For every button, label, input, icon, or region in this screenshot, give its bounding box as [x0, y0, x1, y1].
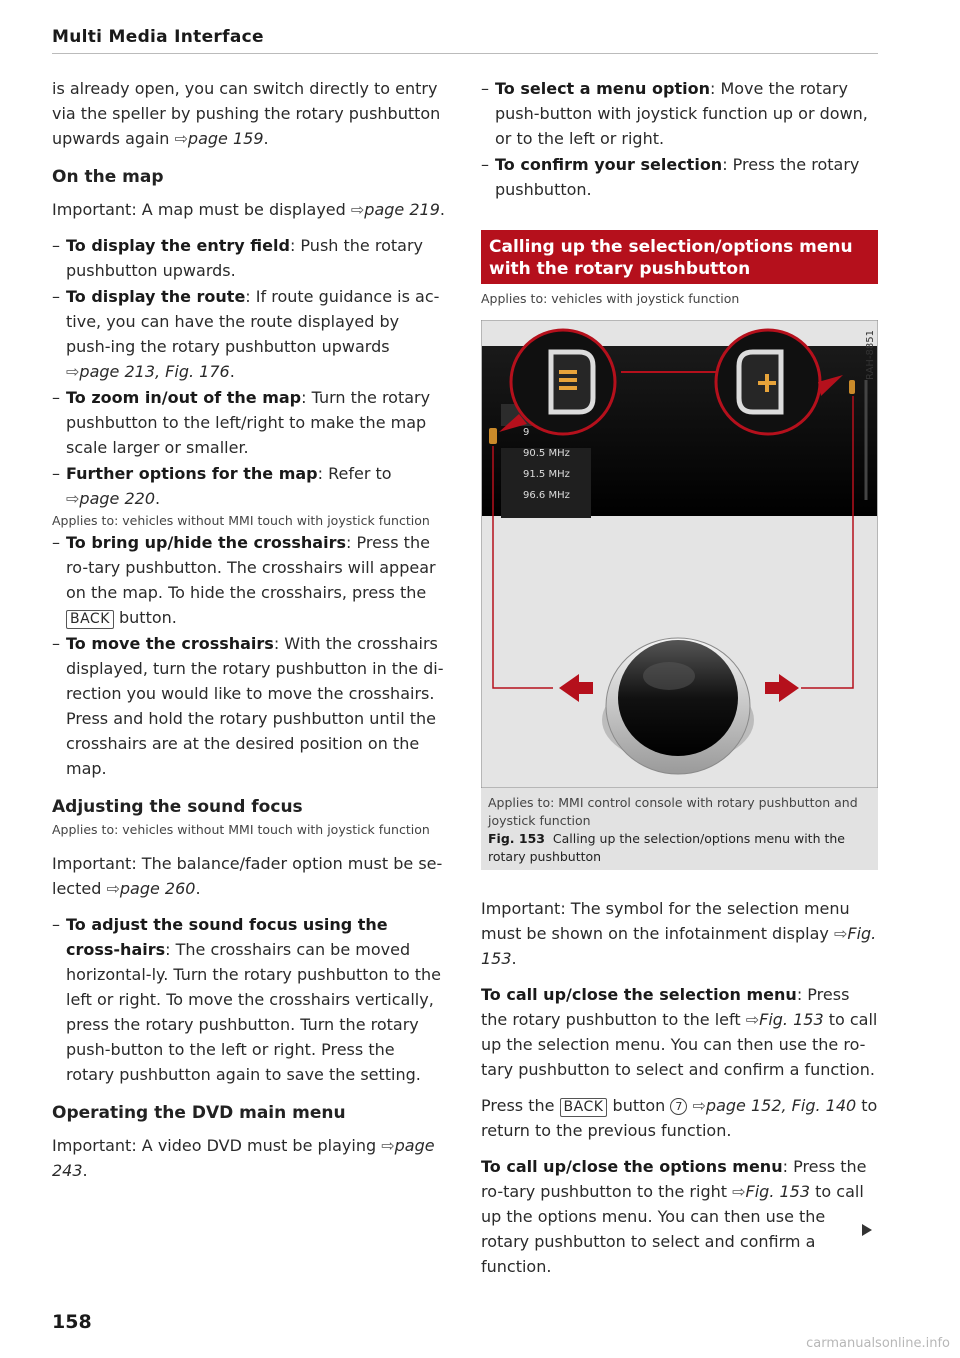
ref-arrow-icon: ⇨ [745, 1010, 760, 1029]
page-ref-link[interactable]: page 243 [52, 1136, 435, 1180]
back-key-label: BACK [560, 1098, 608, 1117]
caption-label: Fig. 153 [488, 831, 545, 846]
list-item: – To bring up/hide the crosshairs: Press the ro-tary pushbutton. The crosshairs will appear on the map. To hide the crosshairs, press the BACK button. [52, 530, 446, 630]
station-item: 91.5 MHz [523, 469, 570, 480]
list-item: – To confirm your selection: Press the rotary pushbutton. [481, 152, 878, 202]
ref-arrow-icon: ⇨ [732, 1182, 746, 1201]
station-item: 96.6 MHz [523, 490, 570, 501]
heading-on-the-map: On the map [52, 167, 164, 187]
figure-ref-link[interactable]: Fig. 153 [745, 1182, 811, 1201]
list-item: – To display the entry field: Push the rotary pushbutton upwards. [52, 233, 446, 283]
page-ref-link[interactable]: page 260 [119, 879, 196, 898]
ref-arrow-icon: ⇨ [692, 1096, 706, 1115]
page-ref-link[interactable]: page 152, Fig. 140 [705, 1096, 857, 1115]
left-column [52, 76, 446, 1194]
ref-arrow-icon: ⇨ [833, 924, 848, 943]
page-header-title: Multi Media Interface [52, 27, 264, 47]
applies-to-note: Applies to: vehicles without MMI touch with joystick function [52, 513, 430, 528]
heading-sound-focus: Adjusting the sound focus [52, 797, 303, 817]
ref-arrow-icon: ⇨ [350, 200, 365, 219]
list-item: – To zoom in/out of the map: Turn the rotary pushbutton to the left/right to make the map scale larger or smaller. [52, 385, 446, 460]
back-button-paragraph: Press the BACK button 7 ⇨page 152, Fig. 140 to return to the previous function. [481, 1096, 878, 1140]
ref-arrow-icon: ⇨ [174, 129, 188, 148]
callout-number: 7 [670, 1098, 687, 1115]
caption-title: Fig. 153 Calling up the selection/options menu with the rotary pushbutton [488, 831, 845, 864]
applies-to-note: Applies to: vehicles with joystick function [481, 291, 740, 306]
ref-arrow-icon: ⇨ [381, 1136, 395, 1155]
page-number: 158 [52, 1311, 92, 1333]
list-item: – To move the crosshairs: With the crosshairs displayed, turn the rotary pushbutton in the di-rection you would like to move the crosshairs. Press and hold the rotary pushbutton until the crosshairs are at the desired position on the map. [52, 631, 446, 781]
figure-caption [488, 794, 873, 866]
options-menu-paragraph: To call up/close the options menu: Press the ro-tary pushbutton to the right ⇨Fig. 153 to call up the options menu. You can then use the rotary pushbutton to select and confirm a function. [481, 1157, 867, 1276]
page-ref-link[interactable]: page 159 [187, 129, 264, 148]
header-divider [52, 53, 878, 54]
page-ref-link[interactable]: page 220 [79, 489, 155, 508]
figure-code: RAH-8851 [865, 330, 876, 380]
station-partial: 9 [523, 427, 530, 438]
right-edge-indicator [849, 380, 855, 394]
figure-153 [481, 320, 878, 870]
page-ref-link[interactable]: page 219 [364, 200, 440, 219]
ref-arrow-icon: ⇨ [106, 879, 120, 898]
applies-to-note: Applies to: vehicles without MMI touch with joystick function [52, 822, 430, 837]
continue-arrow-icon [862, 1224, 872, 1236]
left-edge-indicator [489, 428, 497, 444]
important-note: Important: A map must be displayed ⇨page 219. [52, 200, 445, 219]
figure-ref-link[interactable]: Fig. 153 [481, 924, 877, 968]
important-note: Important: The symbol for the selection menu must be shown on the infotainment display ⇨Fig. 153. [481, 899, 877, 968]
list-item: – Further options for the map: Refer to ⇨page 220. [52, 461, 446, 511]
section-banner: Calling up the selection/options menu with the rotary pushbutton [481, 230, 878, 284]
figure-ref-link[interactable]: Fig. 153 [759, 1010, 824, 1029]
watermark: carmanualsonline.info [806, 1336, 950, 1351]
intro-paragraph: is already open, you can switch directly to entry via the speller by pushing the rotary pushbutton upwards again ⇨page 159. [52, 79, 441, 148]
page-ref-link[interactable]: page 213, Fig. 176 [79, 362, 230, 381]
mmi-illustration [481, 320, 878, 788]
back-key-label: BACK [66, 610, 114, 629]
list-item: – To display the route: If route guidance is ac-tive, you can have the route displayed by push-ing the rotary pushbutton upwards ⇨page 213, Fig. 176. [52, 284, 446, 384]
ref-arrow-icon: ⇨ [66, 362, 80, 381]
right-column [481, 76, 878, 1290]
heading-dvd-menu: Operating the DVD main menu [52, 1103, 346, 1123]
caption-applies: Applies to: MMI control console with rotary pushbutton and joystick function [488, 795, 858, 828]
ref-arrow-icon: ⇨ [66, 489, 80, 508]
list-item: – To adjust the sound focus using the cross-hairs: The crosshairs can be moved horizontal-ly. Turn the rotary pushbutton to the left or right. To move the crosshairs vertically, press the rotary pushbutton. Turn the rotary push-button to the left or right. Press the rotary pushbutton again to save the setting. [52, 912, 446, 1087]
list-item: – To select a menu option: Move the rotary push-button with joystick function up or down, or to the left or right. [481, 76, 878, 151]
station-item: 90.5 MHz [523, 448, 570, 459]
important-note: Important: The balance/fader option must be se-lected ⇨page 260. [52, 854, 443, 898]
important-note: Important: A video DVD must be playing ⇨page 243. [52, 1136, 435, 1180]
selection-menu-paragraph: To call up/close the selection menu: Press the rotary pushbutton to the left ⇨Fig. 153 to call up the selection menu. You can then use the ro-tary pushbutton to select and confirm a function. [481, 985, 878, 1079]
